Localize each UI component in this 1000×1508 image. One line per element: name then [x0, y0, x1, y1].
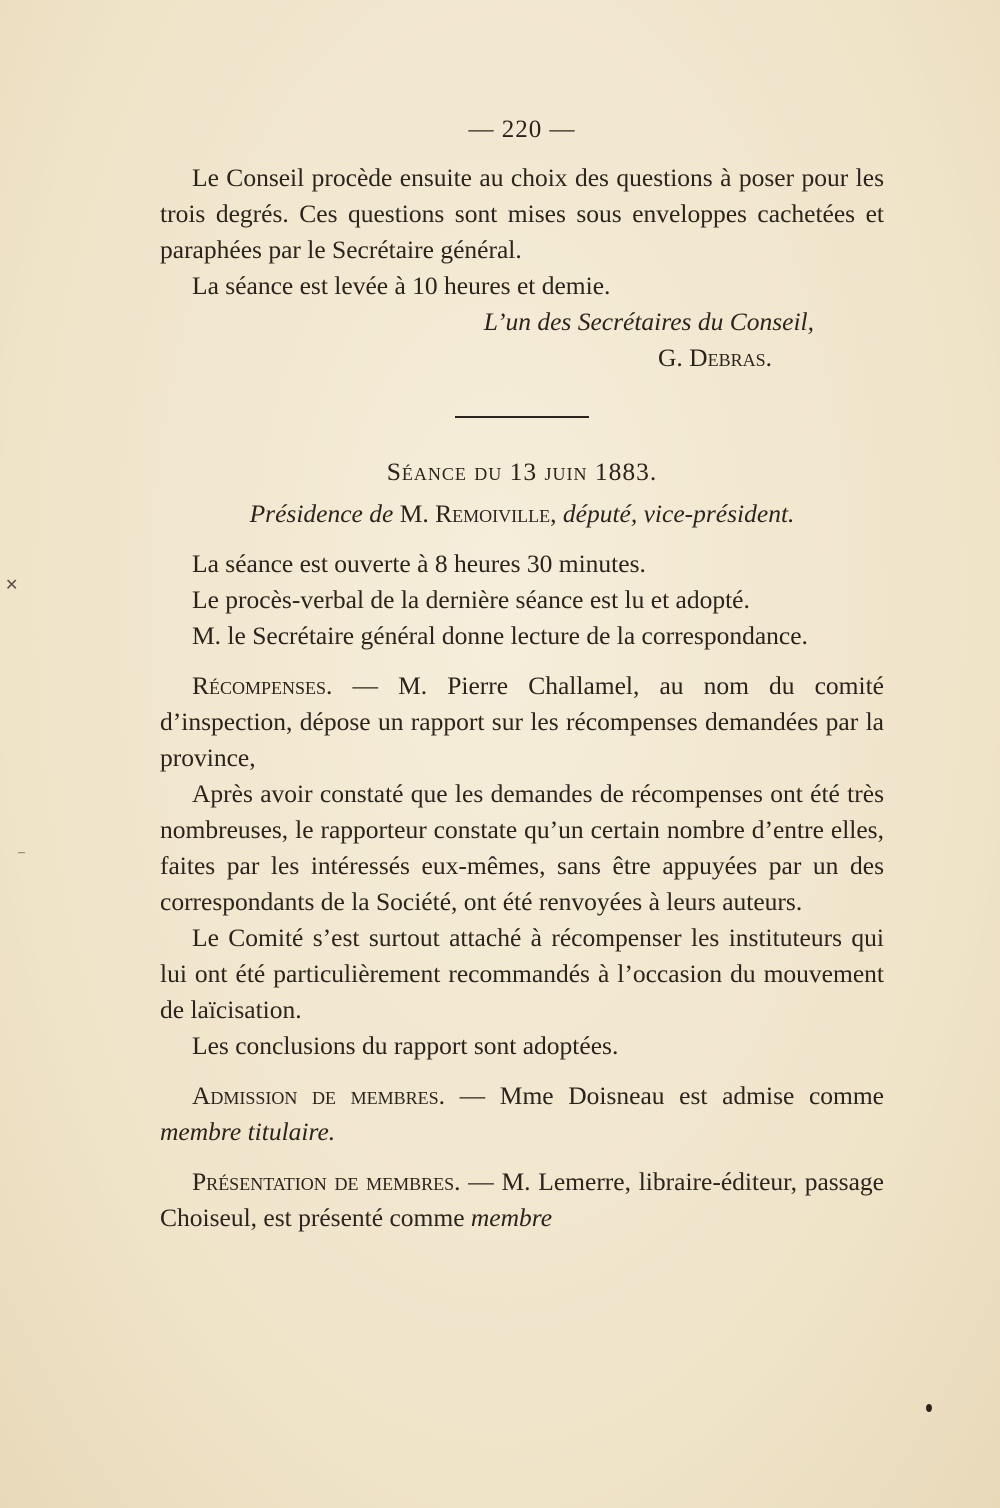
presentation-heading: Présentation de membres. — [192, 1167, 461, 1196]
presidence-prefix: Présidence de — [249, 499, 394, 528]
paragraph-recompenses — [160, 668, 884, 776]
paragraph-seance-levee: La séance est levée à 10 heures et demie. — [192, 271, 611, 300]
paragraph-ouverture: La séance est ouverte à 8 heures 30 minutes. — [192, 549, 646, 578]
margin-speck: ✕ — [5, 577, 19, 594]
paragraph-admission — [160, 1078, 884, 1150]
admission-heading: Admission de membres. — [192, 1081, 446, 1110]
signature-name: G. Debras. — [658, 343, 772, 372]
page-text — [160, 112, 884, 1236]
seance-title: Séance du 13 juin 1883. — [386, 457, 658, 486]
paragraph-conseil: Le Conseil procède ensuite au choix des questions à poser pour les trois degrés. Ces questions sont mises sous enveloppes cachetées et paraphées par le Secrétaire général. — [160, 163, 884, 264]
paragraph-correspondance: M. le Secrétaire général donne lecture de la correspondance. — [192, 621, 808, 650]
paragraph-demandes: Après avoir constaté que les demandes de récompenses ont été très nombreuses, le rapporteur constate qu’un certain nombre d’entre elles, faites par les intéressés eux-mêmes, sans être appuyées par un des correspondants de la Société, ont été renvoyées à leurs auteurs. — [160, 779, 884, 916]
section-divider — [455, 416, 589, 418]
page-number: — 220 — — [468, 116, 576, 143]
presidence-suffix: député, vice-président. — [562, 499, 795, 528]
signature-role: L’un des Secrétaires du Conseil, — [483, 307, 814, 336]
ink-dot — [926, 1404, 932, 1412]
presidence-line — [160, 496, 884, 532]
admission-text: — Mme Doisneau est admise comme — [445, 1081, 885, 1110]
presentation-italic: membre — [470, 1203, 553, 1232]
margin-speck: – — [18, 845, 25, 860]
presentation-text: — M. Lemerre, libraire-éditeur, passage Choiseul, est présenté comme — [160, 1167, 884, 1232]
admission-italic: membre titulaire. — [160, 1117, 336, 1146]
presidence-name: Remoiville, — [435, 499, 557, 528]
paragraph-presentation — [160, 1164, 884, 1236]
paragraph-proces-verbal: Le procès-verbal de la dernière séance est lu et adopté. — [192, 585, 750, 614]
recompenses-heading: Récompenses. — [192, 671, 333, 700]
recompenses-text: — M. Pierre Challamel, au nom du comité d’inspection, dépose un rapport sur les récompenses demandées par la province, — [160, 671, 884, 772]
presidence-mr: M. — [399, 499, 429, 528]
paragraph-comite: Le Comité s’est surtout attaché à récompenser les instituteurs qui lui ont été particulièrement recommandés à l’occasion du mouvement de laïcisation. — [160, 923, 884, 1024]
paragraph-conclusions: Les conclusions du rapport sont adoptées. — [192, 1031, 619, 1060]
